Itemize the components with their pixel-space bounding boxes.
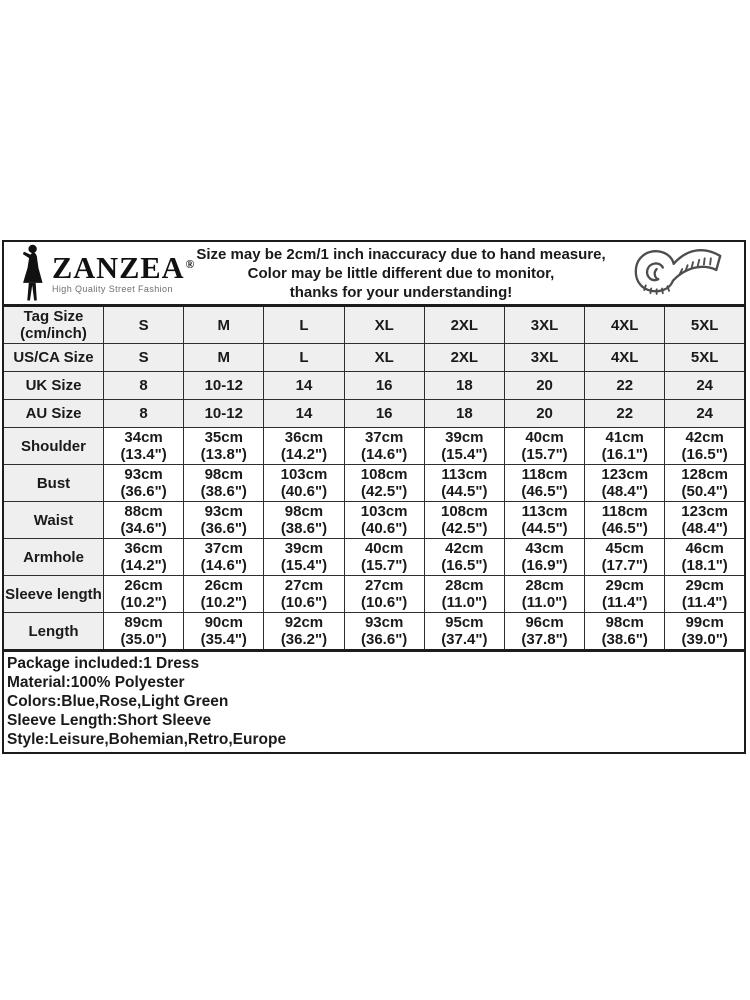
table-cell: 34cm (13.4")	[104, 428, 184, 465]
row-label: Tag Size (cm/inch)	[3, 306, 104, 344]
table-cell: 24	[665, 372, 745, 400]
row-label: Armhole	[3, 539, 104, 576]
table-cell: 29cm (11.4")	[585, 576, 665, 613]
package-included-line: Package included:1 Dress	[7, 655, 200, 672]
table-cell: 42cm (16.5")	[665, 428, 745, 465]
table-cell: XL	[344, 344, 424, 372]
colors-line: Colors:Blue,Rose,Light Green	[7, 693, 229, 710]
table-cell: 36cm (14.2")	[104, 539, 184, 576]
table-row	[3, 428, 745, 465]
table-cell: 39cm (15.4")	[264, 539, 344, 576]
table-cell: 22	[585, 400, 665, 428]
table-cell: L	[264, 306, 344, 344]
table-cell: 26cm (10.2")	[104, 576, 184, 613]
brand-tagline: High Quality Street Fashion	[52, 283, 173, 294]
material-line: Material:100% Polyester	[7, 674, 185, 691]
table-cell: 37cm (14.6")	[184, 539, 264, 576]
table-cell: 128cm (50.4")	[665, 465, 745, 502]
table-cell: 93cm (36.6")	[104, 465, 184, 502]
table-cell: 113cm (44.5")	[424, 465, 504, 502]
row-label: Sleeve length	[3, 576, 104, 613]
table-cell: 28cm (11.0")	[504, 576, 584, 613]
table-cell: 20	[504, 400, 584, 428]
table-cell: 40cm (15.7")	[344, 539, 424, 576]
table-cell: 26cm (10.2")	[184, 576, 264, 613]
size-chart-table-body	[3, 306, 745, 650]
table-cell: 88cm (34.6")	[104, 502, 184, 539]
table-cell: 3XL	[504, 306, 584, 344]
disclaimer-line: thanks for your understanding!	[289, 283, 513, 301]
table-cell: 123cm (48.4")	[585, 465, 665, 502]
table-cell: M	[184, 344, 264, 372]
table-cell: 3XL	[504, 344, 584, 372]
row-label: Shoulder	[3, 428, 104, 465]
table-cell: 42cm (16.5")	[424, 539, 504, 576]
table-cell: S	[104, 344, 184, 372]
table-cell: 10-12	[184, 400, 264, 428]
size-chart-table	[2, 305, 746, 651]
table-cell: 37cm (14.6")	[344, 428, 424, 465]
table-cell: 113cm (44.5")	[504, 502, 584, 539]
table-row	[3, 344, 745, 372]
size-chart-sheet	[2, 240, 746, 754]
table-cell: 108cm (42.5")	[344, 465, 424, 502]
table-cell: XL	[344, 306, 424, 344]
table-row	[3, 539, 745, 576]
table-cell: 103cm (40.6")	[344, 502, 424, 539]
table-cell: 45cm (17.7")	[585, 539, 665, 576]
table-cell: 29cm (11.4")	[665, 576, 745, 613]
registered-mark: ®	[185, 256, 196, 271]
size-disclaimer	[194, 245, 608, 302]
table-cell: 18	[424, 372, 504, 400]
table-cell: 16	[344, 372, 424, 400]
table-cell: 99cm (39.0")	[665, 613, 745, 651]
table-cell: 95cm (37.4")	[424, 613, 504, 651]
table-cell: 123cm (48.4")	[665, 502, 745, 539]
row-label: Waist	[3, 502, 104, 539]
table-cell: 14	[264, 400, 344, 428]
table-cell: 98cm (38.6")	[184, 465, 264, 502]
header	[2, 240, 746, 306]
tape-measure-icon	[608, 242, 744, 304]
table-cell: 90cm (35.4")	[184, 613, 264, 651]
table-cell: 35cm (13.8")	[184, 428, 264, 465]
row-label: Length	[3, 613, 104, 651]
table-cell: 24	[665, 400, 745, 428]
table-cell: 41cm (16.1")	[585, 428, 665, 465]
disclaimer-line: Size may be 2cm/1 inch inaccuracy due to hand measure,	[196, 245, 606, 263]
table-cell: 108cm (42.5")	[424, 502, 504, 539]
table-cell: 40cm (15.7")	[504, 428, 584, 465]
table-cell: 28cm (11.0")	[424, 576, 504, 613]
table-cell: 98cm (38.6")	[585, 613, 665, 651]
table-cell: 22	[585, 372, 665, 400]
table-row	[3, 372, 745, 400]
table-cell: 92cm (36.2")	[264, 613, 344, 651]
table-cell: 2XL	[424, 344, 504, 372]
table-cell: 27cm (10.6")	[264, 576, 344, 613]
table-cell: 16	[344, 400, 424, 428]
table-cell: 4XL	[585, 306, 665, 344]
table-row	[3, 576, 745, 613]
table-row	[3, 502, 745, 539]
row-label: US/CA Size	[3, 344, 104, 372]
table-cell: 20	[504, 372, 584, 400]
disclaimer-line: Color may be little different due to monitor,	[247, 264, 555, 282]
brand-name: ZANZEA®	[52, 249, 196, 285]
table-cell: 8	[104, 372, 184, 400]
table-row	[3, 613, 745, 651]
table-cell: 10-12	[184, 372, 264, 400]
woman-silhouette-icon	[16, 244, 50, 302]
brand-text-block	[52, 249, 197, 294]
product-details	[2, 650, 746, 754]
table-row	[3, 306, 745, 344]
table-cell: 89cm (35.0")	[104, 613, 184, 651]
table-cell: 98cm (38.6")	[264, 502, 344, 539]
table-cell: 96cm (37.8")	[504, 613, 584, 651]
table-cell: 103cm (40.6")	[264, 465, 344, 502]
row-label: UK Size	[3, 372, 104, 400]
table-cell: 14	[264, 372, 344, 400]
table-cell: S	[104, 306, 184, 344]
table-row	[3, 400, 745, 428]
table-cell: L	[264, 344, 344, 372]
row-label: AU Size	[3, 400, 104, 428]
brand-logo	[4, 244, 194, 302]
table-cell: 36cm (14.2")	[264, 428, 344, 465]
table-cell: 118cm (46.5")	[504, 465, 584, 502]
table-cell: 46cm (18.1")	[665, 539, 745, 576]
table-cell: M	[184, 306, 264, 344]
table-cell: 2XL	[424, 306, 504, 344]
table-cell: 27cm (10.6")	[344, 576, 424, 613]
table-cell: 93cm (36.6")	[184, 502, 264, 539]
table-row	[3, 465, 745, 502]
table-cell: 4XL	[585, 344, 665, 372]
table-cell: 43cm (16.9")	[504, 539, 584, 576]
table-cell: 5XL	[665, 344, 745, 372]
table-cell: 118cm (46.5")	[585, 502, 665, 539]
table-cell: 93cm (36.6")	[344, 613, 424, 651]
table-cell: 5XL	[665, 306, 745, 344]
table-cell: 18	[424, 400, 504, 428]
row-label: Bust	[3, 465, 104, 502]
table-cell: 39cm (15.4")	[424, 428, 504, 465]
sleeve-length-line: Sleeve Length:Short Sleeve	[7, 712, 212, 729]
style-line: Style:Leisure,Bohemian,Retro,Europe	[7, 731, 287, 748]
table-cell: 8	[104, 400, 184, 428]
